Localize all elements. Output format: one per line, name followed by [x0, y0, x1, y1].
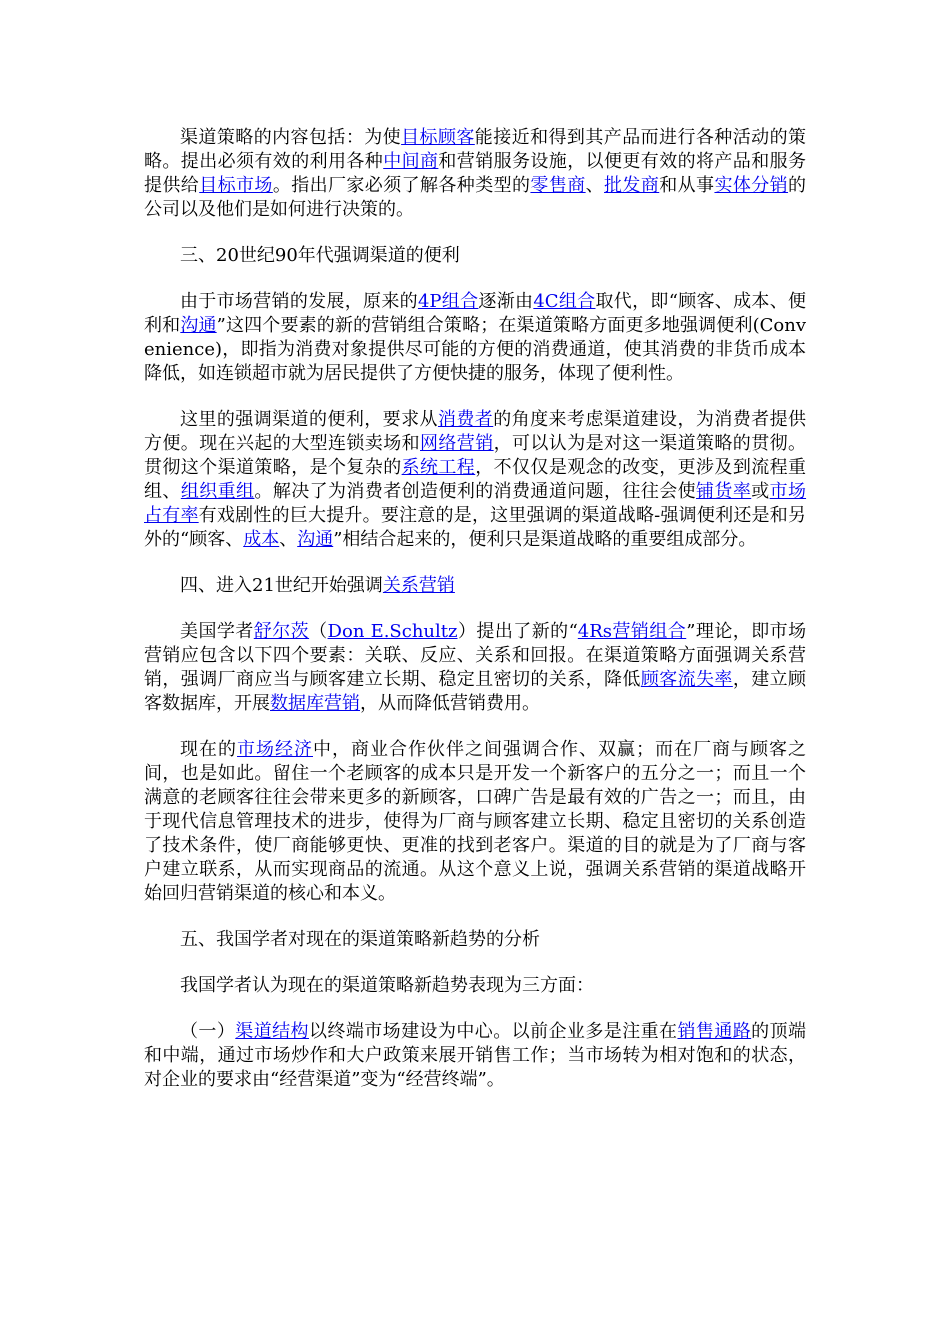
body-paragraph: [144, 126, 806, 222]
hyperlink[interactable]: 销售通路: [677, 1021, 752, 1042]
text-run: 逐渐由: [478, 291, 534, 312]
hyperlink[interactable]: 市场占有率: [144, 481, 807, 526]
text-run: 三、20世纪90年代强调渠道的便利: [180, 245, 460, 266]
text-run: 。解决了为消费者创造便利的消费通道问题，往往会使: [254, 481, 697, 502]
hyperlink[interactable]: 顾客流失率: [640, 669, 733, 690]
text-run: 美国学者: [180, 621, 254, 642]
text-run: 有戏剧性的巨大提升。要注意的是，这里强调的渠道战略-强调便利还是和另外的“顾客、: [144, 505, 806, 550]
text-run: ）提出了新的“: [457, 621, 578, 642]
hyperlink[interactable]: 成本: [243, 529, 280, 550]
text-run: 这里的强调渠道的便利，要求从: [180, 409, 438, 430]
text-run: 由于市场营销的发展，原来的: [180, 291, 418, 312]
text-run: 渠道策略的内容包括：为使: [180, 127, 402, 148]
text-run: ，可以认为是对这一渠道策略的贯彻。贯彻这个渠道策略，是个复杂的: [144, 433, 807, 478]
document-body: [144, 126, 806, 1114]
text-run: 的公司以及他们是如何进行决策的。: [144, 175, 807, 220]
hyperlink[interactable]: 目标顾客: [401, 127, 475, 148]
section-heading: [144, 928, 806, 952]
text-run: 的角度来考虑渠道建设，为消费者提供方便。现在兴起的大型连锁卖场和: [144, 409, 807, 454]
hyperlink[interactable]: 数据库营销: [270, 693, 360, 714]
text-run: 我国学者认为现在的渠道策略新趋势表现为三方面：: [180, 975, 594, 996]
section-heading: [144, 974, 806, 998]
body-paragraph: [144, 738, 806, 906]
hyperlink[interactable]: 沟通: [180, 315, 217, 336]
text-run: ，建立顾客数据库，开展: [144, 669, 807, 714]
body-paragraph: [144, 1020, 806, 1092]
hyperlink[interactable]: 系统工程: [401, 457, 476, 478]
hyperlink[interactable]: 实体分销: [714, 175, 789, 196]
hyperlink[interactable]: 4C组合: [533, 291, 596, 312]
text-run: 以终端市场建设为中心。以前企业多是注重在: [308, 1021, 678, 1042]
hyperlink[interactable]: Don E.Schultz: [327, 621, 458, 642]
text-run: ”相结合起来的，便利只是渠道战略的重要组成部分。: [333, 529, 757, 550]
hyperlink[interactable]: 沟通: [297, 529, 334, 550]
hyperlink[interactable]: 网络营销: [420, 433, 494, 454]
hyperlink[interactable]: 铺货率: [696, 481, 752, 502]
text-run: ，从而降低营销费用。: [360, 693, 540, 714]
text-run: 取代，即“顾客、成本、便利和: [144, 291, 807, 336]
body-paragraph: [144, 408, 806, 552]
hyperlink[interactable]: 目标市场: [199, 175, 273, 196]
hyperlink[interactable]: 4P组合: [417, 291, 479, 312]
text-run: （: [309, 621, 328, 642]
body-paragraph: [144, 620, 806, 716]
hyperlink[interactable]: 舒尔茨: [253, 621, 310, 642]
hyperlink[interactable]: 组织重组: [180, 481, 255, 502]
hyperlink[interactable]: 渠道结构: [235, 1021, 309, 1042]
text-run: ”理论，即市场营销应包含以下四个要素：关联、反应、关系和回报。在渠道策略方面强调关系营销，强调厂商应当与顾客建立长期、稳定且密切的关系，降低: [144, 621, 807, 690]
text-run: 现在的: [180, 739, 237, 760]
hyperlink[interactable]: 市场经济: [237, 739, 313, 760]
hyperlink[interactable]: 中间商: [383, 151, 439, 172]
text-run: 中，商业合作伙伴之间强调合作、双赢；而在厂商与顾客之间，也是如此。留住一个老顾客的成本只是开发一个新客户的五分之一；而且一个满意的老顾客往往会带来更多的新顾客，口碑广告是最有效的广告之一；而且，由于现代信息管理技术的进步，使得为厂商与顾客建立长期、稳定且密切的关系创造了技术条件，使厂商能够更快、更准的找到老客户。渠道的目的就是为了厂商与客户建立联系，从而实现商品的流通。从这个意义上说，强调关系营销的渠道战略开始回归营销渠道的核心和本义。: [144, 739, 806, 904]
text-run: 或: [751, 481, 770, 502]
text-run: 的顶端和中端，通过市场炒作和大户政策来展开销售工作；当市场转为相对饱和的状态，对企业的要求由“经营渠道”变为“经营终端”。: [144, 1021, 807, 1090]
text-run: （一）: [180, 1021, 236, 1042]
body-paragraph: [144, 290, 806, 386]
text-run: 和从事: [659, 175, 715, 196]
hyperlink[interactable]: 零售商: [530, 175, 586, 196]
text-run: ”这四个要素的新的营销组合策略；在渠道策略方面更多地强调便利(Convenience)，即指为消费对象提供尽可能的方便的消费通道，使其消费的非货币成本降低，如连锁超市就为居民提供了方便快捷的服务，体现了便利性。: [144, 315, 807, 384]
text-run: 能接近和得到其产品而进行各种活动的策略。提出必须有效的利用各种: [144, 127, 807, 172]
text-run: ，不仅仅是观念的改变，更涉及到流程重组、: [144, 457, 807, 502]
section-heading: [144, 574, 806, 598]
text-run: 、: [585, 175, 605, 196]
text-run: 和营销服务设施，以便更有效的将产品和服务提供给: [144, 151, 807, 196]
hyperlink[interactable]: 批发商: [604, 175, 660, 196]
text-run: 五、我国学者对现在的渠道策略新趋势的分析: [180, 929, 540, 950]
text-run: 、: [279, 529, 298, 550]
hyperlink[interactable]: 关系营销: [382, 575, 455, 596]
text-run: 四、进入21世纪开始强调: [180, 575, 383, 596]
text-run: 。指出厂家必须了解各种类型的: [272, 175, 531, 196]
section-heading: [144, 244, 806, 268]
hyperlink[interactable]: 消费者: [437, 409, 494, 430]
hyperlink[interactable]: 4Rs营销组合: [577, 621, 687, 642]
